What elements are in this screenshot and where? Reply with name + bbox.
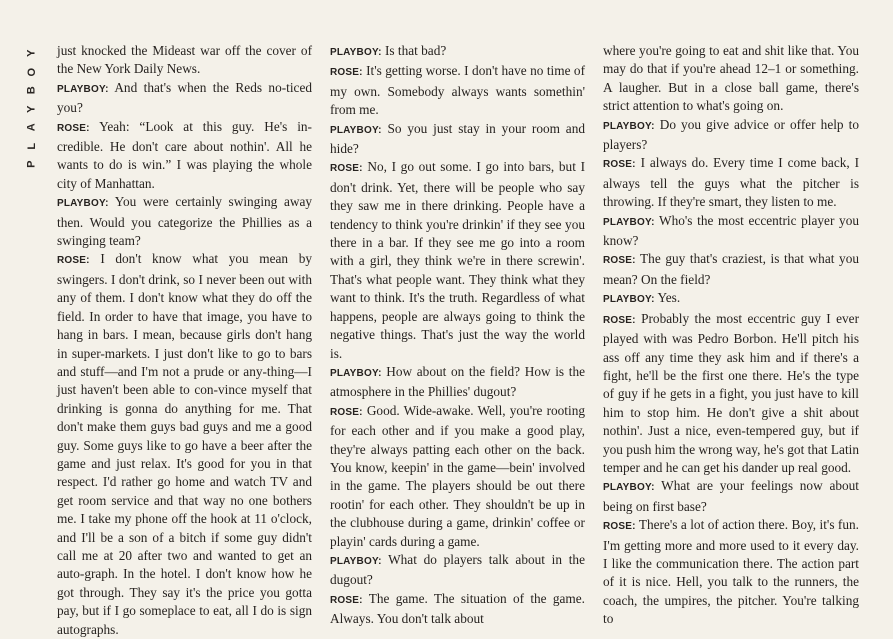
interview-paragraph — [330, 158, 585, 362]
interview-paragraph — [330, 551, 585, 590]
paragraph-text: Yeah: “Look at this guy. He's in-credible. He don't care about nothin'. All he wants to do is win.” I was playing the whole city of Manhattan. — [57, 118, 312, 191]
paragraph-text: Yes. — [657, 290, 681, 306]
interview-paragraph — [330, 590, 585, 629]
interview-paragraph — [330, 120, 585, 159]
paragraph-text: I always do. Every time I come back, I always tell the guys what the pitcher is throwing. If they're smart, they listen to me. — [603, 155, 860, 210]
interview-paragraph — [330, 62, 585, 119]
speaker-label: ROSE: — [57, 255, 90, 267]
speaker-label: ROSE: — [603, 521, 636, 533]
speaker-label: ROSE: — [603, 314, 636, 326]
speaker-label: PLAYBOY: — [57, 198, 109, 210]
paragraph-text: Who's the most eccentric player you know? — [603, 212, 859, 249]
interview-paragraph — [603, 212, 859, 251]
text-column-3 — [603, 42, 859, 629]
interview-paragraph — [57, 250, 312, 639]
text-column-2 — [330, 42, 585, 629]
paragraph-text: No, I go out some. I go into bars, but I don't drink. Yet, there will be people who say they saw me in there drinking. People have a tendency to think you're drinkin' if they see you there in a bar. If they see me go into a room with a girl, they think we're in there screwin'. That's what people want. They think what they want to think. It's the truth. Regardless of what happens, people are always going to think the negative things. That's just the way the world is. — [330, 159, 585, 361]
paragraph-text: What do players talk about in the dugout? — [330, 551, 585, 588]
text-column-1 — [57, 42, 312, 639]
interview-paragraph — [603, 289, 859, 309]
speaker-label: PLAYBOY: — [603, 482, 655, 494]
speaker-label: PLAYBOY: — [330, 555, 382, 567]
magazine-side-label — [22, 44, 42, 174]
interview-paragraph — [330, 42, 585, 62]
paragraph-text: How about on the field? How is the atmosphere in the Phillies' dugout? — [330, 363, 585, 400]
paragraph-text: just knocked the Mideast war off the cover of the New York Daily News. — [57, 43, 312, 77]
paragraph-text: where you're going to eat and shit like that. You may do that if you're ahead 12–1 or something. A laugher. But in a close ball game, there's strict attention to what's going on. — [603, 43, 859, 114]
side-label-letter: P — [25, 160, 38, 168]
paragraph-text: You were certainly swinging away then. Would you categorize the Phillies as a swinging team? — [57, 194, 312, 249]
paragraph-text: Probably the most eccentric guy I ever played with was Pedro Borbon. He'll pitch his ass off any time they ask him and if there's a fight, he'll be the first one there. He's the type of guy if he gets in a fight, you just have to kill him to stop him. He don't give a shit about nothin'. Just a nice, even-tempered guy, but if you push him the wrong way, he's got that Latin temper and he can get his dander up real good. — [603, 310, 860, 475]
paragraph-text: And that's when the Reds no-ticed you? — [57, 79, 312, 116]
paragraph-text: So you just stay in your room and hide? — [330, 120, 586, 157]
paragraph-text: Good. Wide-awake. Well, you're rooting for each other and if you make a good play, they're always patting each other on the back. You know, keepin' in the game—bein' involved in the game. The players should be out there rootin' for each other. They shouldn't be up in the clubhouse during a game, drinkin' coffee or playin' cards during a game. — [330, 402, 585, 549]
paragraph-text: What are your feelings now about being on first base? — [603, 478, 859, 514]
speaker-label: PLAYBOY: — [330, 47, 382, 58]
speaker-label: PLAYBOY: — [603, 216, 655, 228]
interview-paragraph — [330, 363, 585, 402]
side-label-letter: O — [25, 67, 38, 77]
speaker-label: PLAYBOY: — [57, 83, 109, 95]
speaker-label: PLAYBOY: — [330, 367, 382, 379]
paragraph-text: Do you give advice or offer help to players? — [603, 116, 859, 153]
speaker-label: PLAYBOY: — [603, 294, 655, 306]
speaker-label: ROSE: — [330, 594, 363, 606]
interview-paragraph — [57, 193, 312, 250]
paragraph-text: The guy that's craziest, is that what you mean? On the field? — [603, 251, 859, 287]
interview-paragraph — [57, 79, 312, 118]
side-label-letter: Y — [25, 105, 38, 113]
speaker-label: ROSE: — [330, 163, 363, 175]
speaker-label: ROSE: — [603, 255, 636, 267]
paragraph-text: There's a lot of action there. Boy, it's fun. I'm getting more and more used to it every day. I like the communication there. The action part of it is nice. Hell, you talk to the runners, the coach, the umpires, the pitcher. You're talking to — [603, 517, 859, 627]
speaker-label: PLAYBOY: — [330, 124, 382, 136]
interview-paragraph — [57, 118, 312, 194]
side-label-letter: A — [25, 123, 38, 132]
side-label-letter: Y — [25, 49, 38, 57]
interview-paragraph — [603, 250, 859, 289]
side-label-letter: L — [25, 142, 38, 150]
interview-paragraph — [603, 42, 859, 116]
speaker-label: ROSE: — [330, 67, 363, 79]
speaker-label: PLAYBOY: — [603, 120, 655, 132]
paragraph-text: I don't know what you mean by swingers. I don't drink, so I never been out with any of them. I don't know what they do off the field. In order to have that image, you have to hang in bars. I mean, because girls don't hang in super-markets. I just don't like to go to bars and stuff—and I'm not a prude or any-thing—I just haven't been able to con-vince myself that drinking is gonna do anything for me. That don't make them guys bad guys and me a good guy. Some guys like to go have a beer after the game and just relax. It's good for you in that respect. I'd rather go home and watch TV and get room service and that way no one bothers me. I take my phone off the hook at 11 o'clock, and I'll be a son of a bitch if some guy didn't call me at 20 after two and wanted to get an auto-graph. In the hotel. I don't know how he got through. They say it's the price you gotta pay, but if I go someplace to eat, all I do is sign autographs. — [57, 251, 313, 637]
interview-paragraph — [603, 310, 859, 478]
interview-paragraph — [57, 42, 312, 79]
speaker-label: ROSE: — [603, 159, 636, 171]
speaker-label: ROSE: — [57, 122, 90, 134]
paragraph-text: Is that bad? — [384, 43, 447, 58]
speaker-label: ROSE: — [330, 406, 363, 418]
interview-paragraph — [330, 402, 585, 551]
interview-paragraph — [603, 154, 859, 211]
paragraph-text: It's getting worse. I don't have no time of my own. Somebody always wants somethin' from me. — [330, 63, 585, 118]
interview-paragraph — [603, 516, 859, 628]
interview-paragraph — [603, 477, 859, 516]
interview-paragraph — [603, 116, 859, 155]
side-label-letter: B — [25, 86, 38, 95]
paragraph-text: The game. The situation of the game. Always. You don't talk about — [330, 590, 585, 627]
